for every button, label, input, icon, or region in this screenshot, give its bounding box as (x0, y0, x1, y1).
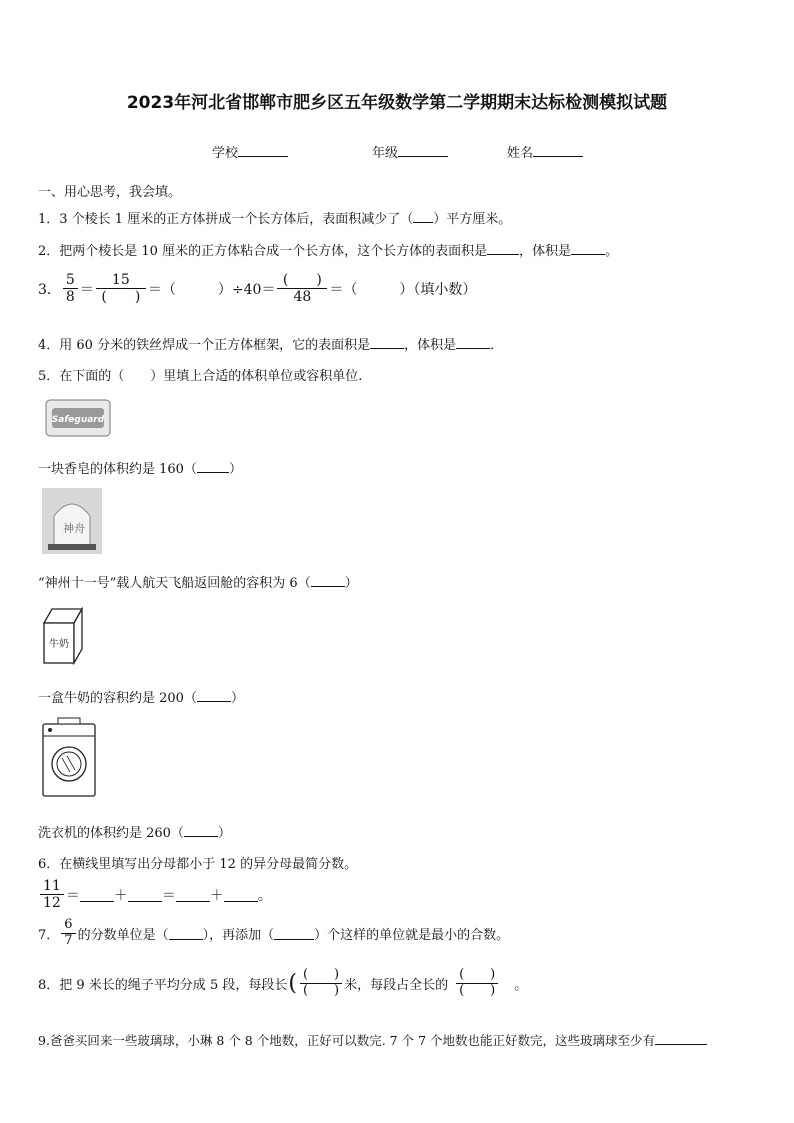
capsule-glyph: 神舟 (63, 522, 85, 535)
capsule-image (42, 488, 102, 554)
q7-count-blank[interactable] (274, 926, 314, 940)
q6-blank-1[interactable] (80, 888, 114, 902)
washing-machine-image (40, 716, 98, 798)
q1-blank[interactable] (413, 209, 433, 223)
question-2: 2．把两个棱长是 10 厘米的正方体粘合成一个长方体，这个长方体的表面积是 ，体积是 。 (38, 240, 618, 259)
washer-question: 洗衣机的体积约是 260（ ） (38, 822, 231, 841)
q7-fraction: $\frac{6}{7}$ (61, 918, 75, 949)
soap-image (44, 396, 112, 440)
question-4: 4．用 60 分米的铁丝焊成一个正方体框架，它的表面积是 ，体积是 ． (38, 334, 503, 353)
question-8: 8．把 9 米长的绳子平均分成 5 段，每段长 ( $\frac{( )}{( )}$ 米，每段占全长的 $\frac{( )}{( )}$ 。 (38, 967, 528, 998)
q9-blank[interactable] (655, 1031, 707, 1045)
q4-volume-blank[interactable] (456, 335, 490, 349)
question-1: 1．3 个棱长 1 厘米的正方体拼成一个长方体后，表面积减少了（ ）平方厘米。 (38, 208, 511, 227)
question-3: 3． $\frac{5}{8}$ ＝ $\frac{15}{( )}$ ＝（ ）÷40＝ $\frac{( )}{48}$ ＝（ ）（填小数） (38, 272, 477, 306)
question-7: 7． $\frac{6}{7}$ 的分数单位是（ ），再添加（ ）个这样的单位就是最小的合数。 (38, 917, 510, 948)
q6-fraction: $\frac{11}{12}$ (40, 878, 64, 911)
q3-fraction-3[interactable]: $\frac{( )}{48}$ (277, 272, 327, 305)
grade-label: 年级 (372, 146, 399, 161)
name-blank[interactable] (533, 143, 583, 157)
question-5: 5．在下面的（ ）里填上合适的体积单位或容积单位. (38, 369, 363, 384)
page-title: 2023年河北省邯郸市肥乡区五年级数学第二学期期末达标检测模拟试题 (126, 93, 668, 113)
q6-blank-4[interactable] (224, 888, 258, 902)
grade-field (372, 142, 448, 161)
soap-question: 一块香皂的体积约是 160（ ） (38, 458, 242, 477)
q8-length-fraction[interactable]: $\frac{( )}{( )}$ (300, 968, 342, 999)
q2-area-blank[interactable] (487, 241, 519, 255)
q3-fraction-2[interactable]: $\frac{15}{( )}$ (96, 272, 146, 305)
name-field (507, 142, 583, 161)
q2-volume-blank[interactable] (571, 241, 605, 255)
school-field (212, 142, 288, 161)
q6-blank-2[interactable] (128, 888, 162, 902)
soap-logo: Safeguard (51, 415, 105, 425)
washer-blank[interactable] (184, 823, 218, 837)
section-heading: 一、用心思考，我会填。 (38, 185, 182, 200)
q4-area-blank[interactable] (370, 335, 404, 349)
q7-unit-blank[interactable] (169, 926, 203, 940)
milk-question: 一盒牛奶的容积约是 200（ ） (38, 687, 244, 706)
q6-blank-3[interactable] (176, 888, 210, 902)
milk-carton-image (38, 605, 88, 665)
capsule-blank[interactable] (311, 573, 345, 587)
name-label: 姓名 (507, 146, 534, 161)
milk-glyph: 牛奶 (49, 639, 69, 650)
q6-equation: $\frac{11}{12}$ ＝ ＋ ＝ ＋ 。 (38, 878, 272, 911)
milk-blank[interactable] (197, 688, 231, 702)
soap-blank[interactable] (197, 459, 229, 473)
question-9: 9.爸爸买回来一些玻璃球，小琳 8 个 8 个地数，正好可以数完. 7 个 7 个地数也能正好数完，这些玻璃球至少有 (38, 1031, 707, 1049)
question-6: 6．在横线里填写出分母都小于 12 的异分母最简分数。 (38, 857, 358, 872)
school-label: 学校 (212, 146, 239, 161)
capsule-question: “神州十一号”载人航天飞船返回舱的容积为 6（ ） (38, 572, 358, 591)
q8-ratio-fraction[interactable]: $\frac{( )}{( )}$ (456, 968, 498, 999)
school-blank[interactable] (238, 143, 288, 157)
grade-blank[interactable] (398, 143, 448, 157)
q3-fraction-1: $\frac{5}{8}$ (63, 272, 78, 305)
